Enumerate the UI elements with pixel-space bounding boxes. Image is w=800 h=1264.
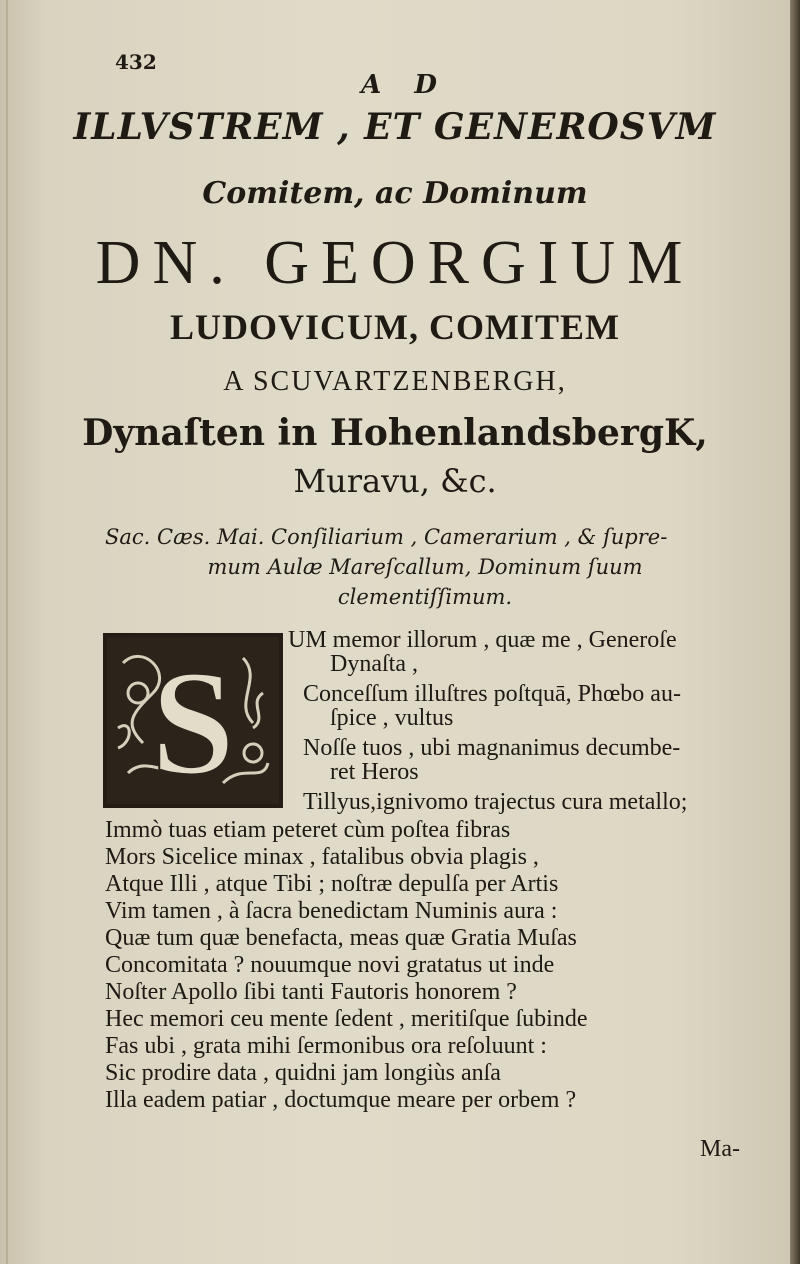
heading-dynasten: Dynaſten in HohenlandsbergK,: [82, 412, 708, 454]
heading-name: DN. GEORGIUM: [95, 229, 695, 297]
heading-muravu: Muravu, &c.: [293, 462, 497, 500]
heading-ad: A D: [361, 70, 449, 100]
ornament-icon: [103, 633, 283, 808]
poem-line: Sic prodire data , quidni jam longiùs anſa: [105, 1060, 501, 1086]
poem-line: Noſter Apollo ſibi tanti Fautoris honorem ?: [105, 979, 517, 1005]
poem-line: ſpice , vultus: [330, 705, 454, 731]
poem-line: Conceſſum illuſtres poſtquā, Phœbo au-: [303, 681, 681, 707]
poem-line: Mors Sicelice minax , fatalibus obvia plagis ,: [105, 844, 539, 870]
poem-line: Illa eadem patiar , doctumque meare per orbem ?: [105, 1087, 577, 1113]
poem-line: Concomitata ? nouumque novi gratatus ut inde: [105, 952, 555, 978]
poem-line: Quæ tum quæ benefacta, meas quæ Gratia Muſas: [105, 925, 577, 951]
poem-line: Immò tuas etiam peteret cùm poſtea fibras: [105, 817, 511, 843]
poem-line: ret Heros: [330, 759, 419, 785]
heading-comitem: Comitem, ac Dominum: [202, 176, 588, 211]
catchword: Ma-: [700, 1136, 740, 1162]
dedication-line: mum Aulæ Mareſcallum, Dominum ſuum: [207, 555, 643, 579]
page-number: 432: [115, 50, 157, 74]
heading-illustrem: ILLVSTREM , ET GENEROSVM: [73, 106, 717, 148]
poem-line: Hec memori ceu mente ſedent , meritiſque ſubinde: [105, 1006, 588, 1032]
poem-line: Noſſe tuos , ubi magnanimus decumbe-: [303, 735, 681, 761]
poem-line: UM memor illorum , quæ me , Generoſe: [288, 627, 677, 653]
page-edge: [790, 0, 800, 1264]
dedication-block: [105, 522, 745, 612]
poem-line: Tillyus,ignivomo trajectus cura metallo;: [303, 789, 688, 815]
poem-line: Fas ubi , grata mihi ſermonibus ora reſoluunt :: [105, 1033, 547, 1059]
heading-ludovicum: LUDOVICUM, COMITEM: [170, 307, 620, 347]
heading-place: A SCUVARTZENBERGH,: [223, 366, 567, 397]
decorated-initial: [103, 633, 283, 808]
poem-line: Dynaſta ,: [330, 651, 418, 677]
poem-line: Vim tamen , à ſacra benedictam Numinis aura :: [105, 898, 558, 924]
dedication-line: clementiſſimum.: [337, 585, 513, 609]
dedication-line: Sac. Cæs. Mai. Conſiliarium , Camerarium , & ſupre-: [105, 525, 668, 549]
poem-line: Atque Illi , atque Tibi ; noſtræ depulſa per Artis: [105, 871, 559, 897]
drop-cap-letter: S: [151, 640, 235, 806]
